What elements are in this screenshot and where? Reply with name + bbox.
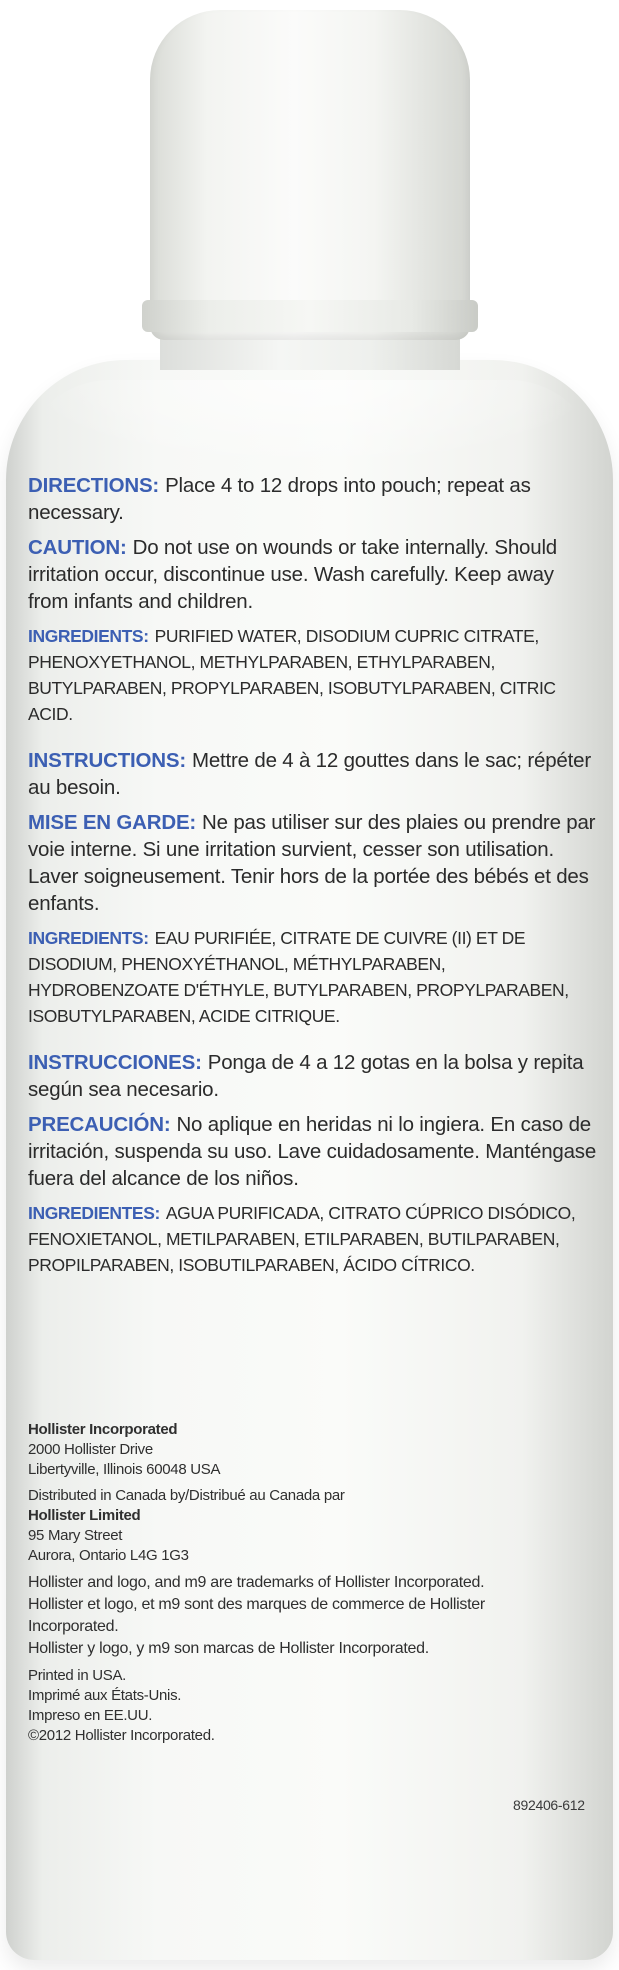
product-code: 892406-612 <box>513 1797 585 1813</box>
trademark-es: Hollister y logo, y m9 son marcas de Hollister Incorporated. <box>28 1640 429 1657</box>
misegarde-keyword: MISE EN GARDE: <box>28 811 197 834</box>
precaucion-paragraph <box>28 1111 598 1192</box>
instrucciones-keyword: INSTRUCCIONES: <box>28 1051 202 1074</box>
canada-address-line-1: 95 Mary Street <box>28 1527 123 1544</box>
directions-paragraph <box>28 472 598 526</box>
instrucciones-text: Ponga de 4 a 12 gotas en la bolsa y repita según sea necesario. <box>28 1051 584 1101</box>
instructions-fr-text: Mettre de 4 à 12 gouttes dans le sac; répéter au besoin. <box>28 749 591 799</box>
misegarde-paragraph <box>28 809 598 917</box>
company-name: Hollister Incorporated <box>28 1421 178 1438</box>
ingredients-fr-keyword: INGREDIENTS: <box>28 928 149 948</box>
ingredientes-keyword: INGREDIENTES: <box>28 1203 160 1223</box>
company-address-line-1: 2000 Hollister Drive <box>28 1441 153 1458</box>
canada-company-name: Hollister Limited <box>28 1507 141 1524</box>
instrucciones-paragraph <box>28 1049 598 1103</box>
ingredients-fr-text: EAU PURIFIÉE, CITRATE DE CUIVRE (II) ET DE DISODIUM, PHENOXYÉTHANOL, MÉTHYLPARABEN, HYDROBENZOATE D'ÉTHYLE, BUTYLPARABEN, PROPYLPARABEN, ISOBUTYLPARABEN, ACIDE CITRIQUE. <box>28 928 569 1026</box>
precaucion-text: No aplique en heridas ni lo ingiera. En caso de irritación, suspenda su uso. Lave cuidadosamente. Manténgase fuera del alcance de los niños. <box>28 1113 597 1190</box>
printed-block <box>28 1666 548 1746</box>
bottle-label <box>28 472 598 1286</box>
printed-en: Printed in USA. <box>28 1667 127 1684</box>
us-address-block <box>28 1420 548 1480</box>
precaucion-keyword: PRECAUCIÓN: <box>28 1113 171 1136</box>
company-info <box>28 1420 548 1746</box>
caution-paragraph <box>28 534 598 615</box>
ingredientes-text: AGUA PURIFICADA, CITRATO CÚPRICO DISÓDICO, FENOXIETANOL, METILPARABEN, ETILPARABEN, BUTILPARABEN, PROPILPARABEN, ISOBUTILPARABEN, ÁCIDO CÍTRICO. <box>28 1203 576 1275</box>
caution-keyword: CAUTION: <box>28 536 127 559</box>
ingredients-fr-paragraph <box>28 925 598 1029</box>
trademark-en: Hollister and logo, and m9 are trademarks of Hollister Incorporated. <box>28 1574 485 1591</box>
misegarde-text: Ne pas utiliser sur des plaies ou prendre par voie interne. Si une irritation survient, cesser son utilisation. Laver soigneusement. Tenir hors de la portée des bébés et des enfants. <box>28 811 596 915</box>
ingredientes-paragraph <box>28 1200 598 1278</box>
trademark-fr: Hollister et logo, et m9 sont des marques de commerce de Hollister Incorporated. <box>28 1596 485 1635</box>
instructions-fr-paragraph <box>28 747 598 801</box>
copyright: ©2012 Hollister Incorporated. <box>28 1727 215 1744</box>
ingredients-paragraph <box>28 623 598 727</box>
directions-keyword: DIRECTIONS: <box>28 474 160 497</box>
ingredients-text: PURIFIED WATER, DISODIUM CUPRIC CITRATE, PHENOXYETHANOL, METHYLPARABEN, ETHYLPARABEN, BUTYLPARABEN, PROPYLPARABEN, ISOBUTYLPARABEN, CITRIC ACID. <box>28 626 556 724</box>
directions-text: Place 4 to 12 drops into pouch; repeat as necessary. <box>28 474 531 524</box>
printed-es: Impreso en EE.UU. <box>28 1707 153 1724</box>
flip-cap <box>150 10 470 340</box>
instructions-fr-keyword: INSTRUCTIONS: <box>28 749 186 772</box>
distributed-line: Distributed in Canada by/Distribué au Canada par <box>28 1487 345 1504</box>
trademark-block <box>28 1572 548 1660</box>
printed-fr: Imprimé aux États-Unis. <box>28 1687 182 1704</box>
company-address-line-2: Libertyville, Illinois 60048 USA <box>28 1461 221 1478</box>
canada-address-line-2: Aurora, Ontario L4G 1G3 <box>28 1547 189 1564</box>
caution-text: Do not use on wounds or take internally. Should irritation occur, discontinue use. Wash carefully. Keep away from infants and children. <box>28 536 558 613</box>
ingredients-keyword: INGREDIENTS: <box>28 626 149 646</box>
bottle-shoulder <box>20 380 599 470</box>
canada-address-block <box>28 1486 548 1566</box>
cap-rim <box>142 300 478 332</box>
